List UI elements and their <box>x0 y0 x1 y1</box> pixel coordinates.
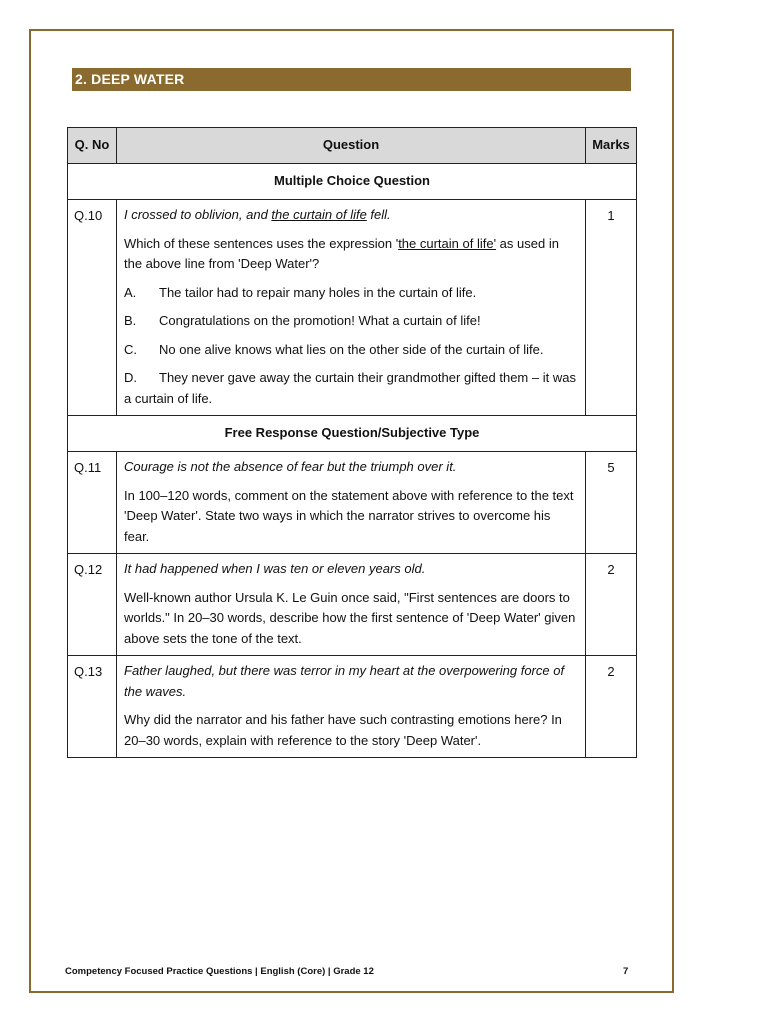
question-text <box>117 452 586 554</box>
question-marks: 2 <box>586 656 637 758</box>
table-row <box>68 452 637 554</box>
table-row <box>68 554 637 656</box>
quote-underlined: the curtain of life <box>271 207 367 222</box>
question-number: Q.13 <box>68 656 117 758</box>
question-text <box>117 656 586 758</box>
footer-title: Competency Focused Practice Questions | English (Core) | Grade 12 <box>65 966 374 977</box>
question-text <box>117 554 586 656</box>
option-c <box>124 340 578 361</box>
option-text: The tailor had to repair many holes in the curtain of life. <box>159 284 477 300</box>
question-quote: Father laughed, but there was terror in my heart at the overpowering force of the waves. <box>124 663 565 699</box>
question-number: Q.10 <box>68 200 117 416</box>
frq-heading: Free Response Question/Subjective Type <box>68 416 637 452</box>
question-quote: It had happened when I was ten or eleven years old. <box>124 561 426 576</box>
question-number: Q.11 <box>68 452 117 554</box>
option-text: Congratulations on the promotion! What a curtain of life! <box>159 313 481 328</box>
section-title: 2. DEEP WATER <box>72 68 631 91</box>
quote-text-end: fell. <box>366 207 391 222</box>
table-header-row <box>68 128 637 164</box>
frq-section-row <box>68 416 637 452</box>
stem-underlined: the curtain of life' <box>398 235 497 251</box>
option-letter: D. <box>124 370 137 385</box>
stem-text: Which of these sentences uses the expression ' <box>124 235 399 251</box>
header-marks: Marks <box>586 128 637 164</box>
question-quote: Courage is not the absence of fear but the triumph over it. <box>124 459 457 474</box>
quote-text: I crossed to oblivion, and <box>124 207 272 222</box>
option-letter: B. <box>124 313 137 328</box>
mcq-heading: Multiple Choice Question <box>68 164 637 200</box>
option-b <box>124 311 578 332</box>
question-number: Q.12 <box>68 554 117 656</box>
table-row <box>68 656 637 758</box>
option-letter: A. <box>124 284 137 300</box>
question-marks: 1 <box>586 200 637 416</box>
question-text <box>117 200 586 416</box>
question-quote <box>124 205 578 226</box>
option-text: No one alive knows what lies on the other side of the curtain of life. <box>159 341 544 357</box>
question-marks: 5 <box>586 452 637 554</box>
option-letter: C. <box>124 341 137 357</box>
question-stem: Well-known author Ursula K. Le Guin once said, "First sentences are doors to worlds." In 20–30 words, describe how the first sentence of 'Deep Water' given above sets the tone of the text. <box>124 589 576 646</box>
question-stem: In 100–120 words, comment on the statement above with reference to the text 'Deep Water'. State two ways in which the narrator strives to overcome his fear. <box>124 487 574 544</box>
option-a <box>124 283 578 304</box>
header-question: Question <box>117 128 586 164</box>
stem-text-end: as used in the above line from 'Deep Water'? <box>124 235 559 271</box>
header-qno: Q. No <box>68 128 117 164</box>
mcq-section-row <box>68 164 637 200</box>
question-stem: Why did the narrator and his father have such contrasting emotions here? In 20–30 words, explain with reference to the story 'Deep Water'. <box>124 712 562 748</box>
question-stem <box>124 234 578 275</box>
page-number: 7 <box>623 966 629 977</box>
option-d <box>124 368 578 409</box>
question-table <box>67 127 637 758</box>
option-text: They never gave away the curtain their grandmother gifted them – it was a curtain of life. <box>124 370 576 406</box>
question-marks: 2 <box>586 554 637 656</box>
table-row <box>68 200 637 416</box>
